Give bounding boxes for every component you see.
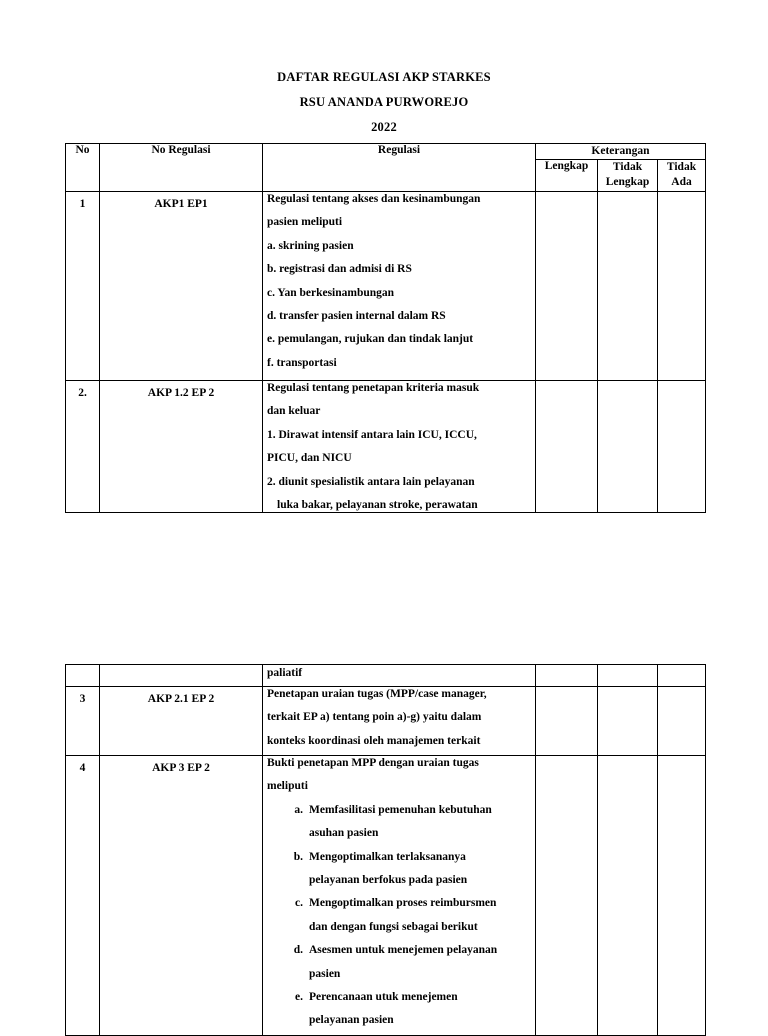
- lengkap-cell: [536, 687, 598, 756]
- regulation-line: luka bakar, pelayanan stroke, perawatan: [277, 499, 478, 512]
- regulation-line: b. registrasi dan admisi di RS: [267, 263, 412, 276]
- list-marker: e.: [295, 991, 303, 1004]
- list-marker: c.: [295, 897, 303, 910]
- list-item: [263, 799, 535, 846]
- list-item-line: asuhan pasien: [309, 827, 379, 840]
- regulation-line: e. pemulangan, rujukan dan tindak lanjut: [267, 333, 474, 346]
- regulation-table-page1: [65, 143, 706, 513]
- regulation-table-page2: [65, 664, 706, 1036]
- tidak-lengkap-cell: [598, 381, 658, 513]
- header-tidak-lengkap: [598, 160, 658, 192]
- regulation-line: PICU, dan NICU: [267, 452, 352, 465]
- regulation-code: AKP 3 EP 2: [152, 762, 210, 774]
- regulation-code: [100, 665, 263, 687]
- row-number: [66, 665, 100, 687]
- row-number: 1: [79, 198, 86, 210]
- duties-list: [263, 799, 535, 1033]
- list-item-line: Asesmen untuk menejemen pelayanan: [309, 944, 498, 957]
- list-item-line: Memfasilitasi pemenuhan kebutuhan: [309, 803, 492, 816]
- list-item-line: pasien: [309, 967, 341, 980]
- regulation-line: paliatif: [267, 667, 303, 679]
- regulation-code: AKP 2.1 EP 2: [147, 693, 215, 705]
- document-year: 2022: [371, 120, 397, 134]
- regulation-line: Regulasi tentang akses dan kesinambungan: [267, 193, 481, 205]
- tidak-lengkap-cell: [598, 665, 658, 687]
- tidak-ada-cell: [658, 687, 706, 756]
- list-item-line: Mengoptimalkan terlaksananya: [309, 850, 466, 863]
- regulation-line: Regulasi tentang penetapan kriteria masuk: [267, 382, 480, 394]
- regulation-line: meliputi: [267, 780, 308, 793]
- header-tidak-lengkap-line2: Lengkap: [605, 176, 650, 188]
- regulation-text: [263, 687, 536, 756]
- list-item: [263, 986, 535, 1033]
- regulation-line: 2. diunit spesialistik antara lain pelayanan: [267, 475, 475, 488]
- list-item: [263, 939, 535, 986]
- list-item: [263, 846, 535, 893]
- regulation-line: d. transfer pasien internal dalam RS: [267, 310, 446, 323]
- table-row: [66, 756, 706, 1036]
- tidak-ada-cell: [658, 756, 706, 1036]
- header-tidak-ada-line1: Tidak: [666, 161, 697, 173]
- lengkap-cell: [536, 665, 598, 687]
- tidak-ada-cell: [658, 381, 706, 513]
- document-title-block: [0, 68, 768, 143]
- table-row: [66, 192, 706, 381]
- tidak-lengkap-cell: [598, 756, 658, 1036]
- regulation-text: [263, 756, 536, 1036]
- tidak-ada-cell: [658, 192, 706, 381]
- row-number: 2.: [78, 387, 87, 399]
- header-tidak-ada-line2: Ada: [671, 176, 692, 188]
- tidak-ada-cell: [658, 665, 706, 687]
- tidak-lengkap-cell: [598, 687, 658, 756]
- regulation-code: AKP1 EP1: [154, 198, 208, 210]
- list-item-line: pelayanan berfokus pada pasien: [309, 874, 468, 887]
- regulation-line: 1. Dirawat intensif antara lain ICU, ICCU,: [267, 428, 477, 441]
- regulation-line: f. transportasi: [267, 356, 337, 369]
- document-title: DAFTAR REGULASI AKP STARKES: [277, 70, 491, 84]
- regulation-line: c. Yan berkesinambungan: [267, 286, 395, 299]
- header-regulasi: Regulasi: [263, 144, 536, 192]
- table-row: [66, 381, 706, 513]
- regulation-text: [263, 381, 536, 513]
- regulation-line: dan keluar: [267, 405, 321, 418]
- list-marker: a.: [294, 803, 303, 816]
- regulation-code: AKP 1.2 EP 2: [147, 387, 215, 399]
- regulation-line: a. skrining pasien: [267, 239, 354, 252]
- header-no-regulasi: No Regulasi: [100, 144, 263, 192]
- table-row: [66, 687, 706, 756]
- header-tidak-lengkap-line1: Tidak: [612, 161, 643, 173]
- regulation-text: [263, 192, 536, 381]
- header-lengkap: Lengkap: [536, 160, 598, 192]
- list-marker: d.: [293, 944, 303, 957]
- header-keterangan: Keterangan: [536, 144, 706, 160]
- regulation-line: Bukti penetapan MPP dengan uraian tugas: [267, 757, 479, 769]
- list-item-line: pelayanan pasien: [309, 1014, 394, 1027]
- regulation-line: terkait EP a) tentang poin a)-g) yaitu dalam: [267, 711, 482, 724]
- list-item-line: Mengoptimalkan proses reimbursmen: [309, 897, 497, 910]
- list-item: [263, 892, 535, 939]
- list-item-line: Perencanaan utuk menejemen: [309, 991, 458, 1004]
- lengkap-cell: [536, 192, 598, 381]
- list-item-line: dan dengan fungsi sebagai berikut: [309, 920, 478, 933]
- row-number: 3: [79, 693, 86, 705]
- regulation-line: pasien meliputi: [267, 216, 343, 229]
- regulation-line: Penetapan uraian tugas (MPP/case manager,: [267, 688, 487, 700]
- regulation-line: konteks koordinasi oleh manajemen terkait: [267, 734, 481, 747]
- row-number: 4: [79, 762, 86, 774]
- header-no: No: [66, 144, 100, 192]
- lengkap-cell: [536, 381, 598, 513]
- hospital-name: RSU ANANDA PURWOREJO: [299, 95, 469, 109]
- lengkap-cell: [536, 756, 598, 1036]
- tidak-lengkap-cell: [598, 192, 658, 381]
- header-tidak-ada: [658, 160, 706, 192]
- list-marker: b.: [293, 850, 303, 863]
